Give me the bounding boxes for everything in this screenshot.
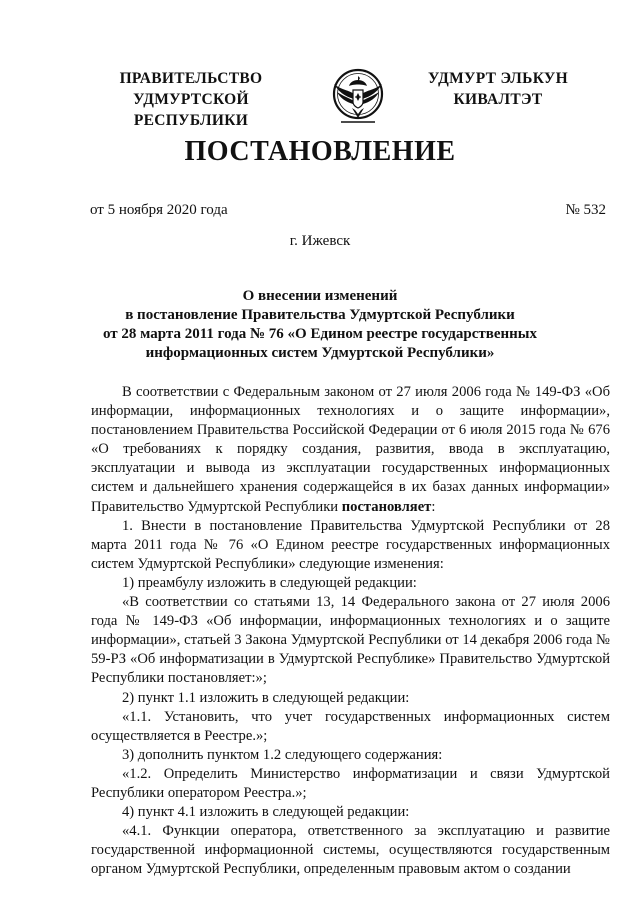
subject-line: О внесении изменений: [242, 288, 398, 304]
subject-line: в постановление Правительства Удмуртской Республики: [125, 307, 515, 323]
document-subject: [80, 287, 560, 363]
body-paragraph: «4.1. Функции оператора, ответственного за эксплуатацию и развитие государственной информационной системы, осуществляются государственным органом Удмуртской Республики, определенным правовым актом о создании: [91, 823, 610, 878]
subject-line: информационных систем Удмуртской Республики»: [145, 345, 495, 361]
document-body: [91, 383, 610, 879]
body-paragraph: 1) преамбулу изложить в следующей редакции:: [122, 574, 417, 591]
body-intro-paragraph: [91, 383, 610, 517]
document-number: № 532: [565, 202, 606, 218]
intro-text: В соответствии с Федеральным законом от 27 июля 2006 года № 149-ФЗ «Об информации, информационных технологиях и о защите информации», постановлением Правительства Российской Федерации от 6 июля 2015 года № 676 «О требованиях к порядку создания, развития, ввода в эксплуатацию, эксплуатации и вывода из эксплуатации государственных информационных систем и дальнейшего хранения содержащейся в их базах данных информации» Правительство Удмуртской Республики: [91, 384, 610, 515]
subject-line: от 28 марта 2011 года № 76 «О Едином реестре государственных: [102, 326, 537, 342]
body-paragraph: 2) пункт 1.1 изложить в следующей редакции:: [122, 689, 410, 706]
body-paragraph: 3) дополнить пунктом 1.2 следующего содержания:: [122, 746, 443, 763]
government-name-udmurt: [408, 68, 588, 110]
government-name-line1: ПРАВИТЕЛЬСТВО: [119, 70, 263, 87]
body-paragraph: «В соответствии со статьями 13, 14 Федерального закона от 27 июля 2006 года № 149-ФЗ «Об информации, информационных технологиях и о защите информации», статьей 3 Закона Удмуртской Республики от 14 декабря 2006 года № 59-РЗ «Об информатизации в Удмуртской Республике» Правительство Удмуртской Республики постановляет:»;: [91, 594, 610, 687]
intro-keyword: постановляет: [341, 498, 432, 515]
intro-end: :: [431, 498, 436, 515]
udmurt-coat-of-arms-icon: [327, 64, 389, 130]
body-paragraph: «1.1. Установить, что учет государственных информационных систем осуществляется в Реестре.»;: [91, 708, 610, 744]
date-number-line: [90, 202, 606, 219]
body-paragraph: 1. Внести в постановление Правительства Удмуртской Республики от 28 марта 2011 года № 76 «О Едином реестре государственных информационных систем Удмуртской Республики» следующие изменения:: [91, 517, 610, 572]
document-city: г. Ижевск: [289, 233, 351, 249]
government-name-line2: УДМУРТСКОЙ РЕСПУБЛИКИ: [133, 91, 249, 129]
document-header: [0, 64, 640, 134]
body-paragraph: 4) пункт 4.1 изложить в следующей редакции:: [122, 804, 410, 821]
document-date: от 5 ноября 2020 года: [90, 202, 228, 218]
government-name-udmurt-line1: УДМУРТ ЭЛЬКУН: [428, 70, 568, 87]
body-paragraph: «1.2. Определить Министерство информатизации и связи Удмуртской Республики оператором Реестра.»;: [91, 765, 610, 801]
government-name-russian: [78, 68, 304, 131]
document-title: ПОСТАНОВЛЕНИЕ: [184, 136, 456, 167]
government-name-udmurt-line2: КИВАЛТЭТ: [453, 91, 543, 108]
